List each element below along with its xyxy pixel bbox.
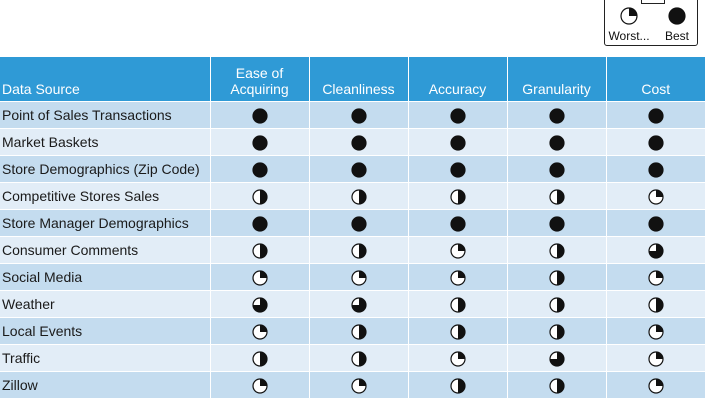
rating-cell-ease-of-acquiring: [210, 102, 309, 129]
rating-cell-accuracy: [408, 264, 507, 291]
half-circle-icon: [351, 349, 367, 365]
table-row: [0, 210, 705, 237]
column-header-granularity: Granularity: [507, 57, 606, 102]
rating-cell-cost: [606, 129, 705, 156]
full-circle-icon: [450, 214, 466, 230]
data-source-name: Point of Sales Transactions: [0, 102, 210, 129]
full-circle-icon: [351, 133, 367, 149]
column-header-data-source: Data Source: [0, 57, 210, 102]
half-circle-icon: [450, 295, 466, 311]
half-circle-icon: [351, 322, 367, 338]
rating-cell-granularity: [507, 183, 606, 210]
three-quarter-circle-icon: [351, 295, 367, 311]
quarter-circle-icon: [351, 376, 367, 392]
column-header-cleanliness: Cleanliness: [309, 57, 408, 102]
half-circle-icon: [351, 187, 367, 203]
rating-cell-accuracy: [408, 102, 507, 129]
data-source-name: Store Manager Demographics: [0, 210, 210, 237]
rating-cell-cleanliness: [309, 372, 408, 399]
half-circle-icon: [549, 241, 565, 257]
table-body: [0, 102, 705, 399]
table-row: [0, 372, 705, 399]
table-row: [0, 102, 705, 129]
full-circle-icon: [549, 106, 565, 122]
key-best-label: Best: [664, 29, 689, 43]
quarter-circle-icon: [648, 268, 664, 284]
three-quarter-circle-icon: [648, 241, 664, 257]
half-circle-icon: [450, 322, 466, 338]
key-worst-label: Worst...: [608, 29, 650, 43]
rating-cell-granularity: [507, 318, 606, 345]
column-header-accuracy: Accuracy: [408, 57, 507, 102]
full-circle-icon: [252, 133, 268, 149]
half-circle-icon: [252, 349, 268, 365]
rating-cell-cleanliness: [309, 129, 408, 156]
quarter-circle-icon: [252, 376, 268, 392]
data-source-name: Social Media: [0, 264, 210, 291]
quarter-circle-icon: [648, 322, 664, 338]
quarter-circle-icon: [648, 349, 664, 365]
table-row: [0, 183, 705, 210]
half-circle-icon: [549, 322, 565, 338]
rating-cell-ease-of-acquiring: [210, 156, 309, 183]
rating-cell-ease-of-acquiring: [210, 129, 309, 156]
three-quarter-circle-icon: [252, 295, 268, 311]
rating-cell-granularity: [507, 291, 606, 318]
rating-cell-ease-of-acquiring: [210, 372, 309, 399]
data-source-table: [0, 57, 705, 398]
full-circle-icon: [549, 133, 565, 149]
quarter-circle-icon: [648, 187, 664, 203]
table-row: [0, 345, 705, 372]
half-circle-icon: [648, 295, 664, 311]
rating-cell-cleanliness: [309, 318, 408, 345]
rating-cell-granularity: [507, 345, 606, 372]
data-source-name: Consumer Comments: [0, 237, 210, 264]
rating-cell-cleanliness: [309, 264, 408, 291]
quarter-circle-icon: [252, 322, 268, 338]
half-circle-icon: [450, 376, 466, 392]
data-source-name: Market Baskets: [0, 129, 210, 156]
full-circle-icon: [351, 160, 367, 176]
data-source-name: Weather: [0, 291, 210, 318]
rating-cell-granularity: [507, 237, 606, 264]
rating-cell-cost: [606, 291, 705, 318]
rating-cell-accuracy: [408, 318, 507, 345]
data-source-name: Store Demographics (Zip Code): [0, 156, 210, 183]
rating-cell-cost: [606, 156, 705, 183]
full-circle-icon: [655, 7, 699, 25]
rating-cell-ease-of-acquiring: [210, 183, 309, 210]
table-header-row: [0, 57, 705, 102]
rating-cell-cleanliness: [309, 210, 408, 237]
rating-cell-cleanliness: [309, 237, 408, 264]
key-best: [655, 7, 699, 43]
rating-cell-cost: [606, 372, 705, 399]
full-circle-icon: [252, 214, 268, 230]
full-circle-icon: [450, 106, 466, 122]
full-circle-icon: [351, 214, 367, 230]
full-circle-icon: [252, 106, 268, 122]
full-circle-icon: [648, 160, 664, 176]
rating-cell-cost: [606, 345, 705, 372]
full-circle-icon: [648, 214, 664, 230]
half-circle-icon: [549, 376, 565, 392]
table-row: [0, 291, 705, 318]
rating-cell-cost: [606, 102, 705, 129]
full-circle-icon: [648, 106, 664, 122]
column-header-cost: Cost: [606, 57, 705, 102]
rating-cell-granularity: [507, 372, 606, 399]
quarter-circle-icon: [607, 7, 651, 25]
rating-cell-accuracy: [408, 291, 507, 318]
full-circle-icon: [450, 133, 466, 149]
rating-cell-granularity: [507, 210, 606, 237]
rating-cell-ease-of-acquiring: [210, 237, 309, 264]
data-source-name: Traffic: [0, 345, 210, 372]
rating-cell-accuracy: [408, 183, 507, 210]
half-circle-icon: [549, 268, 565, 284]
rating-cell-accuracy: [408, 156, 507, 183]
data-source-name: Zillow: [0, 372, 210, 399]
quarter-circle-icon: [450, 241, 466, 257]
quarter-circle-icon: [450, 349, 466, 365]
full-circle-icon: [252, 160, 268, 176]
quarter-circle-icon: [351, 268, 367, 284]
table-row: [0, 156, 705, 183]
full-circle-icon: [351, 106, 367, 122]
rating-cell-accuracy: [408, 345, 507, 372]
full-circle-icon: [549, 160, 565, 176]
rating-cell-accuracy: [408, 129, 507, 156]
full-circle-icon: [450, 160, 466, 176]
key-title: [641, 0, 665, 4]
rating-cell-cost: [606, 318, 705, 345]
table-row: [0, 129, 705, 156]
rating-cell-granularity: [507, 264, 606, 291]
rating-cell-ease-of-acquiring: [210, 210, 309, 237]
half-circle-icon: [549, 295, 565, 311]
rating-cell-cost: [606, 264, 705, 291]
half-circle-icon: [351, 241, 367, 257]
rating-cell-granularity: [507, 156, 606, 183]
rating-cell-ease-of-acquiring: [210, 318, 309, 345]
key-worst: [607, 7, 651, 43]
half-circle-icon: [252, 241, 268, 257]
data-source-name: Local Events: [0, 318, 210, 345]
rating-cell-accuracy: [408, 237, 507, 264]
table-row: [0, 264, 705, 291]
quarter-circle-icon: [648, 376, 664, 392]
full-circle-icon: [648, 133, 664, 149]
rating-cell-accuracy: [408, 372, 507, 399]
rating-cell-cleanliness: [309, 345, 408, 372]
table-row: [0, 237, 705, 264]
data-source-name: Competitive Stores Sales: [0, 183, 210, 210]
rating-cell-cleanliness: [309, 102, 408, 129]
rating-cell-ease-of-acquiring: [210, 291, 309, 318]
rating-cell-cleanliness: [309, 183, 408, 210]
rating-cell-cost: [606, 183, 705, 210]
rating-cell-cleanliness: [309, 291, 408, 318]
rating-cell-accuracy: [408, 210, 507, 237]
rating-cell-cost: [606, 210, 705, 237]
quarter-circle-icon: [450, 268, 466, 284]
rating-cell-ease-of-acquiring: [210, 345, 309, 372]
table-row: [0, 318, 705, 345]
rating-cell-cleanliness: [309, 156, 408, 183]
column-header-ease-of-acquiring: Ease of Acquiring: [210, 57, 309, 102]
quarter-circle-icon: [252, 268, 268, 284]
rating-cell-ease-of-acquiring: [210, 264, 309, 291]
rating-key: [604, 0, 698, 46]
rating-cell-cost: [606, 237, 705, 264]
half-circle-icon: [549, 187, 565, 203]
three-quarter-circle-icon: [549, 349, 565, 365]
half-circle-icon: [252, 187, 268, 203]
half-circle-icon: [450, 187, 466, 203]
rating-cell-granularity: [507, 102, 606, 129]
rating-cell-granularity: [507, 129, 606, 156]
full-circle-icon: [549, 214, 565, 230]
